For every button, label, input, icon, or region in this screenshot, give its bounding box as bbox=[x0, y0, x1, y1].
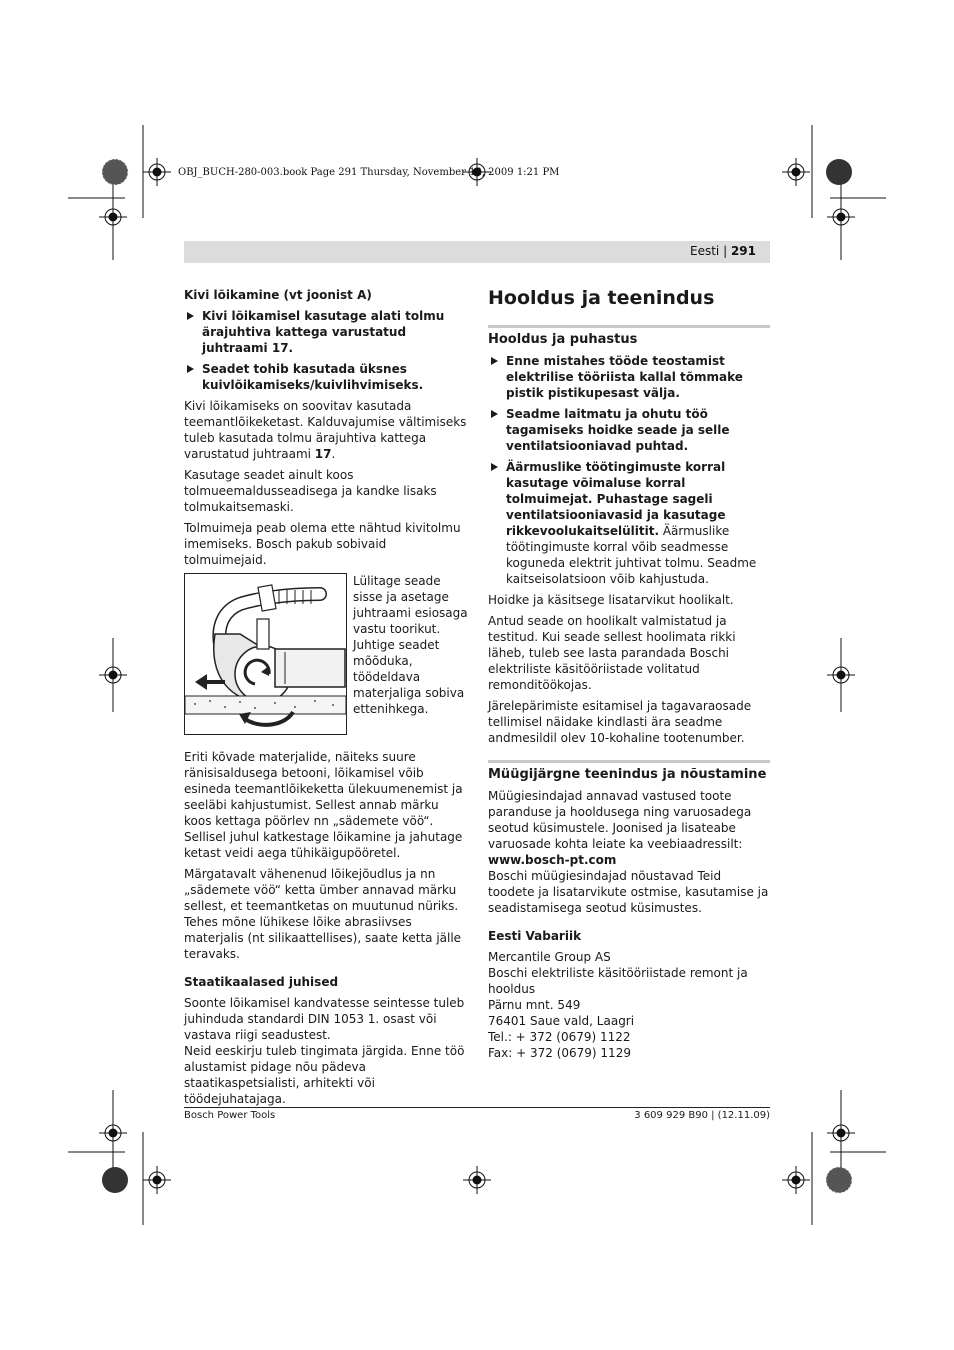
left-paragraph-3: Tolmuimeja peab olema ette nähtud kivitolmu imemiseks. Bosch pakub sobivaid tolmuimejaid. bbox=[184, 521, 461, 567]
figure-caption: Lülitage seade sisse ja asetage juhtraami esiosaga vastu toorikut. Juhtige seadet mõõduka, töödeldava materjaliga sobiva ettenihkega. bbox=[353, 574, 468, 716]
footer-divider bbox=[184, 1107, 770, 1108]
right-column bbox=[488, 287, 770, 1061]
main-title: Hooldus ja teenindus bbox=[488, 287, 715, 309]
page-header-bar bbox=[184, 241, 770, 263]
left-paragraph-6: Soonte lõikamisel kandvatesse seintesse tuleb juhinduda standardi DIN 1053 1. osast või vastava riigi seadustest. bbox=[184, 996, 465, 1042]
right-paragraph-2: Antud seade on hoolikalt valmistatud ja testitud. Kui seade sellest hoolimata rikki läheb, tuleb see lasta parandada Boschi elektriliste käsitööriistade volitatud remonditöökojas. bbox=[488, 614, 736, 692]
right-paragraph-1: Hoidke ja käsitsege lisatarvikut hoolikalt. bbox=[488, 593, 734, 607]
header-language: Eesti bbox=[690, 244, 720, 258]
right-bullet-1 bbox=[488, 353, 770, 401]
right-bullet-1-text: Enne mistahes tööde teostamist elektrilise tööriista kallal tõmmake pistik pistikupesast välja. bbox=[506, 354, 743, 400]
grinder-illustration bbox=[185, 574, 346, 734]
left-paragraph-1 bbox=[184, 398, 469, 462]
left-paragraph-1-text: Kivi lõikamiseks on soovitav kasutada teemantlõikeketast. Kalduvajumise vältimiseks tuleb kasutada tolmu ärajuhtiva kattega varustatud juhtraami bbox=[184, 399, 467, 461]
left-column bbox=[184, 287, 469, 1112]
left-paragraph-1-end: . bbox=[331, 447, 336, 461]
left-bullet-2-text: Seadet tohib kasutada üksnes kuivlõikamiseks/kuivlihvimiseks. bbox=[202, 362, 424, 392]
figure-row bbox=[184, 573, 469, 735]
left-paragraph-2: Kasutage seadet ainult koos tolmueemaldusseadisega ja kandke lisaks tolmukaitsemaski. bbox=[184, 468, 437, 514]
right-paragraph-3: Järelepärimiste esitamisel ja tagavaraosade tellimisel näidake kindlasti ära seadme andmesildil olev 10-kohaline tootenumber. bbox=[488, 699, 752, 745]
right-paragraph-4: Müügiesindajad annavad vastused toote paranduse ja hooldusega ning varuosadega seotud küsimustele. Joonised ja lisateabe varuosade kohta leiate ka veebiaadressilt: bbox=[488, 789, 752, 851]
footer-doc-number: 3 609 929 B90 | (12.11.09) bbox=[634, 1110, 770, 1121]
address-line-3: Pärnu mnt. 549 bbox=[488, 998, 581, 1012]
bullet-arrow-icon bbox=[491, 357, 498, 365]
right-bullet-3-bold: Äärmuslike töötingimuste korral kasutage võimaluse korral tolmuimejat. Puhastage sageli ventilatsiooniavasid ja kasutage rikkevoolukaitselülitit. bbox=[506, 460, 726, 538]
right-bullet-3 bbox=[488, 459, 770, 587]
address-fax: Fax: + 372 (0679) 1129 bbox=[488, 1046, 631, 1060]
address-phone: Tel.: + 372 (0679) 1122 bbox=[488, 1030, 631, 1044]
left-bullet-2 bbox=[184, 361, 469, 393]
left-paragraph-4: Eriti kõvade materjalide, näiteks suure ränisisaldusega betooni, lõikamisel võib esineda teemantlõikeketta ülekuumenemist ja seeläbi kahjustumist. Sellest annab märku koos kettaga pöörlev nn „sädemete vöö“. bbox=[184, 750, 463, 828]
section-maintenance-heading: Hooldus ja puhastus bbox=[488, 325, 770, 349]
book-file-header: OBJ_BUCH-280-003.book Page 291 Thursday, November 12, 2009 1:21 PM bbox=[178, 167, 560, 178]
header-separator: | bbox=[719, 244, 731, 258]
section-service-heading: Müügijärgne teenindus ja nõustamine bbox=[488, 760, 770, 784]
address-line-1: Mercantile Group AS bbox=[488, 950, 611, 964]
stone-cutting-heading: Kivi lõikamine (vt joonist A) bbox=[184, 288, 372, 302]
address-line-4: 76401 Saue vald, Laagri bbox=[488, 1014, 635, 1028]
cutting-figure bbox=[184, 573, 347, 735]
left-paragraph-6b: Neid eeskirju tuleb tingimata järgida. Enne töö alustamist pidage nõu pädeva staatikaspetsialisti, arhitekti või töödejuhatajaga. bbox=[184, 1044, 465, 1106]
left-paragraph-4b: Sellisel juhul katkestage lõikamine ja jahutage ketast veidi aega tühikäigupööretel. bbox=[184, 830, 463, 860]
address-line-2: Boschi elektriliste käsitööriistade remont ja hooldus bbox=[488, 966, 748, 996]
right-bullet-2-text: Seadme laitmatu ja ohutu töö tagamiseks hoidke seade ja selle ventilatsiooniavad puhtad. bbox=[506, 407, 730, 453]
left-bullet-1 bbox=[184, 308, 469, 356]
right-bullet-3-rest: Äärmuslike töötingimuste korral võib seadmesse koguneda elektrit juhtivat tolmu. Seadme kaitseisolatsioon võib kahjustuda. bbox=[506, 524, 757, 586]
statics-heading: Staatikaalased juhised bbox=[184, 975, 339, 989]
left-paragraph-5: Märgatavalt vähenenud lõikejõudlus ja nn „sädemete vöö“ ketta ümber annavad märku sellest, et teemantketas on muutunud nüriks. Tehes mõne lühikese lõike abrasiivses materjalis (nt silikaattellises), saate ketta jälle teravaks. bbox=[184, 867, 462, 961]
header-page-number: 291 bbox=[730, 244, 756, 258]
right-paragraph-5: Boschi müügiesindajad nõustavad Teid toodete ja lisatarvikute ostmise, kasutamise ja seadistamisega seotud küsimustes. bbox=[488, 869, 769, 915]
bullet-arrow-icon bbox=[491, 410, 498, 418]
bullet-arrow-icon bbox=[187, 312, 194, 320]
bullet-arrow-icon bbox=[187, 365, 194, 373]
guide-ref-number: 17 bbox=[314, 447, 332, 461]
country-heading: Eesti Vabariik bbox=[488, 929, 582, 943]
bullet-arrow-icon bbox=[491, 463, 498, 471]
page-header-text bbox=[690, 244, 756, 258]
footer-brand: Bosch Power Tools bbox=[184, 1110, 276, 1121]
website-link[interactable]: www.bosch-pt.com bbox=[488, 853, 617, 867]
left-bullet-1-text: Kivi lõikamisel kasutage alati tolmu ärajuhtiva kattega varustatud juhtraami 17. bbox=[202, 309, 445, 355]
right-bullet-2 bbox=[488, 406, 770, 454]
